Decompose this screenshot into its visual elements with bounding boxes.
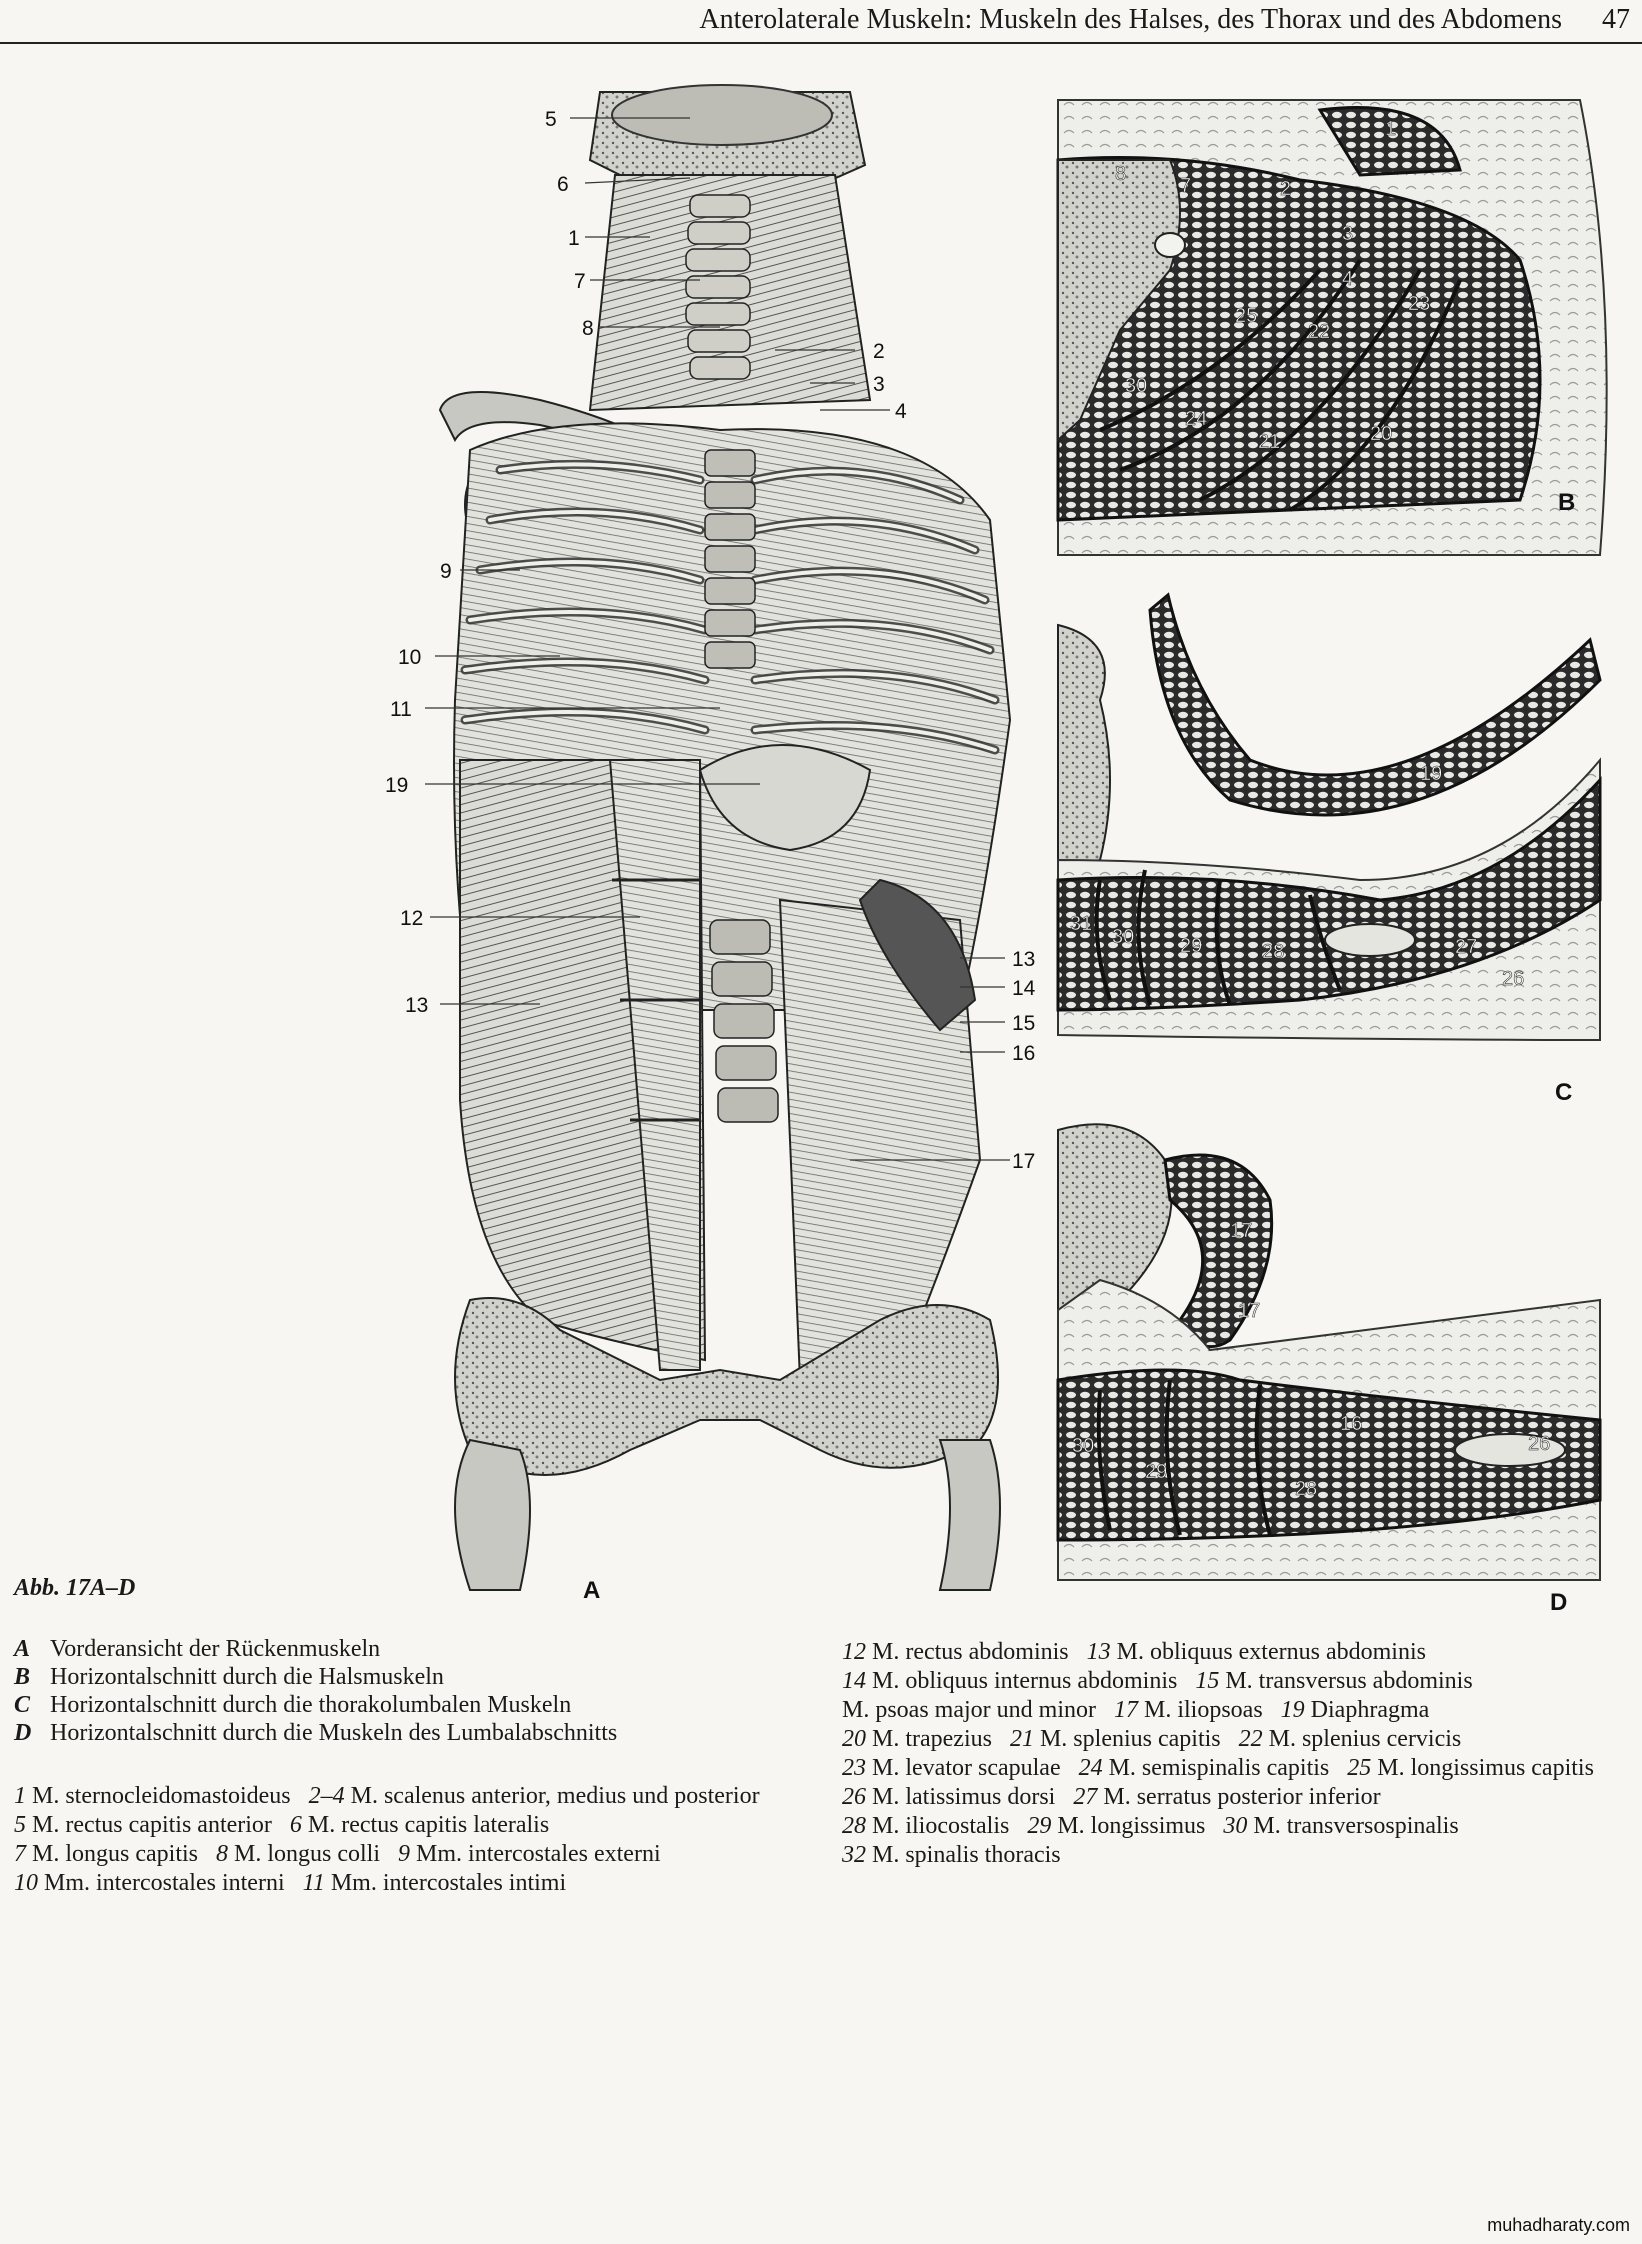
label-5: 5 bbox=[545, 108, 557, 131]
key-text: Mm. intercostales interni bbox=[44, 1870, 285, 1896]
key-text: M. latissimus dorsi bbox=[872, 1784, 1056, 1810]
key-text: M. serratus posterior inferior bbox=[1103, 1784, 1381, 1810]
key-text: Mm. intercostales intimi bbox=[330, 1870, 567, 1896]
legend-text: Horizontalschnitt durch die Halsmuskeln bbox=[50, 1664, 444, 1690]
section-c-num-30: 30 bbox=[1112, 926, 1135, 948]
key-number: 20 bbox=[842, 1726, 866, 1752]
key-text: M. longus colli bbox=[234, 1841, 381, 1867]
key-text: M. longissimus capitis bbox=[1377, 1755, 1594, 1781]
key-text: M. semispinalis capitis bbox=[1108, 1755, 1330, 1781]
figure-caption-title: Abb. 17A–D bbox=[14, 1575, 136, 1601]
key-number: 11 bbox=[302, 1870, 325, 1896]
key-text: M. rectus capitis lateralis bbox=[307, 1812, 550, 1838]
key-text: M. rectus capitis anterior bbox=[32, 1812, 272, 1838]
key-text: M. splenius capitis bbox=[1039, 1726, 1221, 1752]
key-number: 9 bbox=[398, 1841, 411, 1867]
section-b-num-24: 24 bbox=[1185, 408, 1208, 430]
label-11: 11 bbox=[390, 698, 412, 721]
key-number: 30 bbox=[1223, 1813, 1248, 1839]
figure-panel-legend bbox=[14, 1635, 617, 1747]
key-number: 2–4 bbox=[308, 1783, 345, 1809]
key-text: M. sternocleidomastoideus bbox=[32, 1783, 291, 1809]
section-b-num-2: 2 bbox=[1280, 178, 1292, 200]
section-d-num-16: 16 bbox=[1340, 1413, 1363, 1435]
key-number: 13 bbox=[1086, 1639, 1111, 1665]
key-text: M. levator scapulae bbox=[872, 1755, 1061, 1781]
label-2: 2 bbox=[873, 340, 885, 363]
section-d-num-29: 29 bbox=[1145, 1461, 1168, 1483]
key-number: 14 bbox=[842, 1668, 866, 1694]
key-number: 29 bbox=[1027, 1813, 1052, 1839]
section-b-num-21: 21 bbox=[1258, 431, 1281, 453]
key-text: Diaphragma bbox=[1310, 1697, 1430, 1723]
section-b-num-23: 23 bbox=[1408, 293, 1431, 315]
legend-text: Horizontalschnitt durch die thorakolumbalen Muskeln bbox=[50, 1692, 572, 1718]
key-number: 5 bbox=[14, 1812, 26, 1838]
key-text: M. iliopsoas bbox=[1143, 1697, 1263, 1723]
section-b-num-7: 7 bbox=[1180, 175, 1192, 197]
muscle-key-right bbox=[842, 1638, 1632, 1870]
running-title: Anterolaterale Muskeln: Muskeln des Halses, des Thorax und des Abdomens bbox=[699, 4, 1562, 35]
key-text: M. scalenus anterior, medius und posterior bbox=[350, 1783, 760, 1809]
key-number: 21 bbox=[1009, 1726, 1034, 1752]
section-c-num-29: 29 bbox=[1180, 935, 1203, 957]
key-number: 23 bbox=[842, 1755, 866, 1781]
section-d-num-26: 26 bbox=[1528, 1433, 1551, 1455]
label-15: 15 bbox=[1012, 1012, 1036, 1035]
legend-row bbox=[14, 1635, 617, 1663]
legend-key: B bbox=[14, 1664, 31, 1690]
panel-label-b: B bbox=[1558, 489, 1576, 516]
legend-text: Vorderansicht der Rückenmuskeln bbox=[50, 1636, 381, 1662]
panel-label-a: A bbox=[583, 1577, 601, 1604]
site-watermark: muhadharaty.com bbox=[1487, 2215, 1630, 2235]
label-14: 14 bbox=[1012, 977, 1036, 1000]
label-10: 10 bbox=[398, 646, 422, 669]
section-d-num-17-lower: 17 bbox=[1238, 1300, 1261, 1322]
key-number: 19 bbox=[1280, 1697, 1305, 1723]
key-number: 32 bbox=[842, 1842, 866, 1868]
panel-c-section bbox=[1058, 595, 1600, 1106]
key-number: 10 bbox=[14, 1870, 38, 1896]
legend-row bbox=[14, 1663, 617, 1691]
section-c-num-26: 26 bbox=[1502, 968, 1525, 990]
legend-key: C bbox=[14, 1692, 31, 1718]
section-d-num-17-upper: 17 bbox=[1230, 1220, 1253, 1242]
section-b-num-22: 22 bbox=[1308, 321, 1331, 343]
key-text: M. transversospinalis bbox=[1253, 1813, 1459, 1839]
label-17: 17 bbox=[1012, 1150, 1036, 1173]
key-number: 26 bbox=[842, 1784, 866, 1810]
label-1: 1 bbox=[568, 227, 580, 250]
legend-row bbox=[14, 1691, 617, 1719]
page-number: 47 bbox=[1602, 4, 1630, 35]
key-number: 8 bbox=[216, 1841, 228, 1867]
section-b-num-1: 1 bbox=[1385, 118, 1397, 140]
key-number: 28 bbox=[842, 1813, 866, 1839]
key-text: M. longissimus bbox=[1057, 1813, 1206, 1839]
key-text: M. longus capitis bbox=[32, 1841, 198, 1867]
legend-key: D bbox=[14, 1720, 32, 1746]
key-text: M. rectus abdominis bbox=[872, 1639, 1069, 1665]
key-text: M. spinalis thoracis bbox=[872, 1842, 1061, 1868]
label-16: 16 bbox=[1012, 1042, 1036, 1065]
key-text: M. obliquus internus abdominis bbox=[872, 1668, 1178, 1694]
label-19: 19 bbox=[385, 774, 409, 797]
key-number: 15 bbox=[1195, 1668, 1220, 1694]
key-number: 24 bbox=[1078, 1755, 1103, 1781]
muscle-key-left bbox=[14, 1782, 784, 1898]
legend-key: A bbox=[14, 1636, 31, 1662]
label-3: 3 bbox=[873, 373, 885, 396]
legend-text: Horizontalschnitt durch die Muskeln des Lumbalabschnitts bbox=[50, 1720, 618, 1746]
section-b-num-30: 30 bbox=[1125, 375, 1148, 397]
key-text: M. psoas major und minor bbox=[842, 1697, 1096, 1723]
key-number: 7 bbox=[14, 1841, 26, 1867]
label-12: 12 bbox=[400, 907, 424, 930]
section-d-num-28: 28 bbox=[1295, 1478, 1318, 1500]
section-c-num-19: 19 bbox=[1420, 763, 1443, 785]
panel-a-drawing bbox=[440, 85, 1010, 1590]
label-4: 4 bbox=[895, 400, 907, 423]
label-8: 8 bbox=[582, 317, 594, 340]
section-c-num-28: 28 bbox=[1262, 941, 1285, 963]
section-b-num-20: 20 bbox=[1370, 423, 1393, 445]
key-text: M. transversus abdominis bbox=[1225, 1668, 1473, 1694]
panel-label-d: D bbox=[1550, 1589, 1568, 1616]
key-text: Mm. intercostales externi bbox=[416, 1841, 661, 1867]
legend-row bbox=[14, 1719, 617, 1747]
label-13-right: 13 bbox=[1012, 948, 1036, 971]
label-6: 6 bbox=[557, 173, 569, 196]
key-number: 17 bbox=[1113, 1697, 1138, 1723]
panel-d-section bbox=[1058, 1124, 1600, 1616]
key-number: 12 bbox=[842, 1639, 866, 1665]
section-b-num-3: 3 bbox=[1342, 223, 1354, 245]
section-b-num-8: 8 bbox=[1115, 163, 1127, 185]
key-number: 27 bbox=[1073, 1784, 1098, 1810]
panel-label-c: C bbox=[1555, 1079, 1573, 1106]
key-number: 25 bbox=[1347, 1755, 1372, 1781]
section-b-num-4: 4 bbox=[1342, 268, 1354, 290]
section-b-num-25: 25 bbox=[1235, 305, 1258, 327]
panel-b-section bbox=[1058, 100, 1607, 555]
section-d-num-30: 30 bbox=[1072, 1435, 1095, 1457]
key-number: 1 bbox=[14, 1783, 26, 1809]
section-c-num-27: 27 bbox=[1455, 936, 1478, 958]
section-c-num-31: 31 bbox=[1070, 913, 1093, 935]
label-13-left: 13 bbox=[405, 994, 429, 1017]
label-9: 9 bbox=[440, 560, 452, 583]
label-7: 7 bbox=[574, 270, 586, 293]
key-text: M. iliocostalis bbox=[872, 1813, 1010, 1839]
key-text: M. obliquus externus abdominis bbox=[1116, 1639, 1426, 1665]
key-text: M. trapezius bbox=[872, 1726, 992, 1752]
key-number: 22 bbox=[1238, 1726, 1263, 1752]
key-number: 6 bbox=[289, 1812, 302, 1838]
key-text: M. splenius cervicis bbox=[1268, 1726, 1462, 1752]
